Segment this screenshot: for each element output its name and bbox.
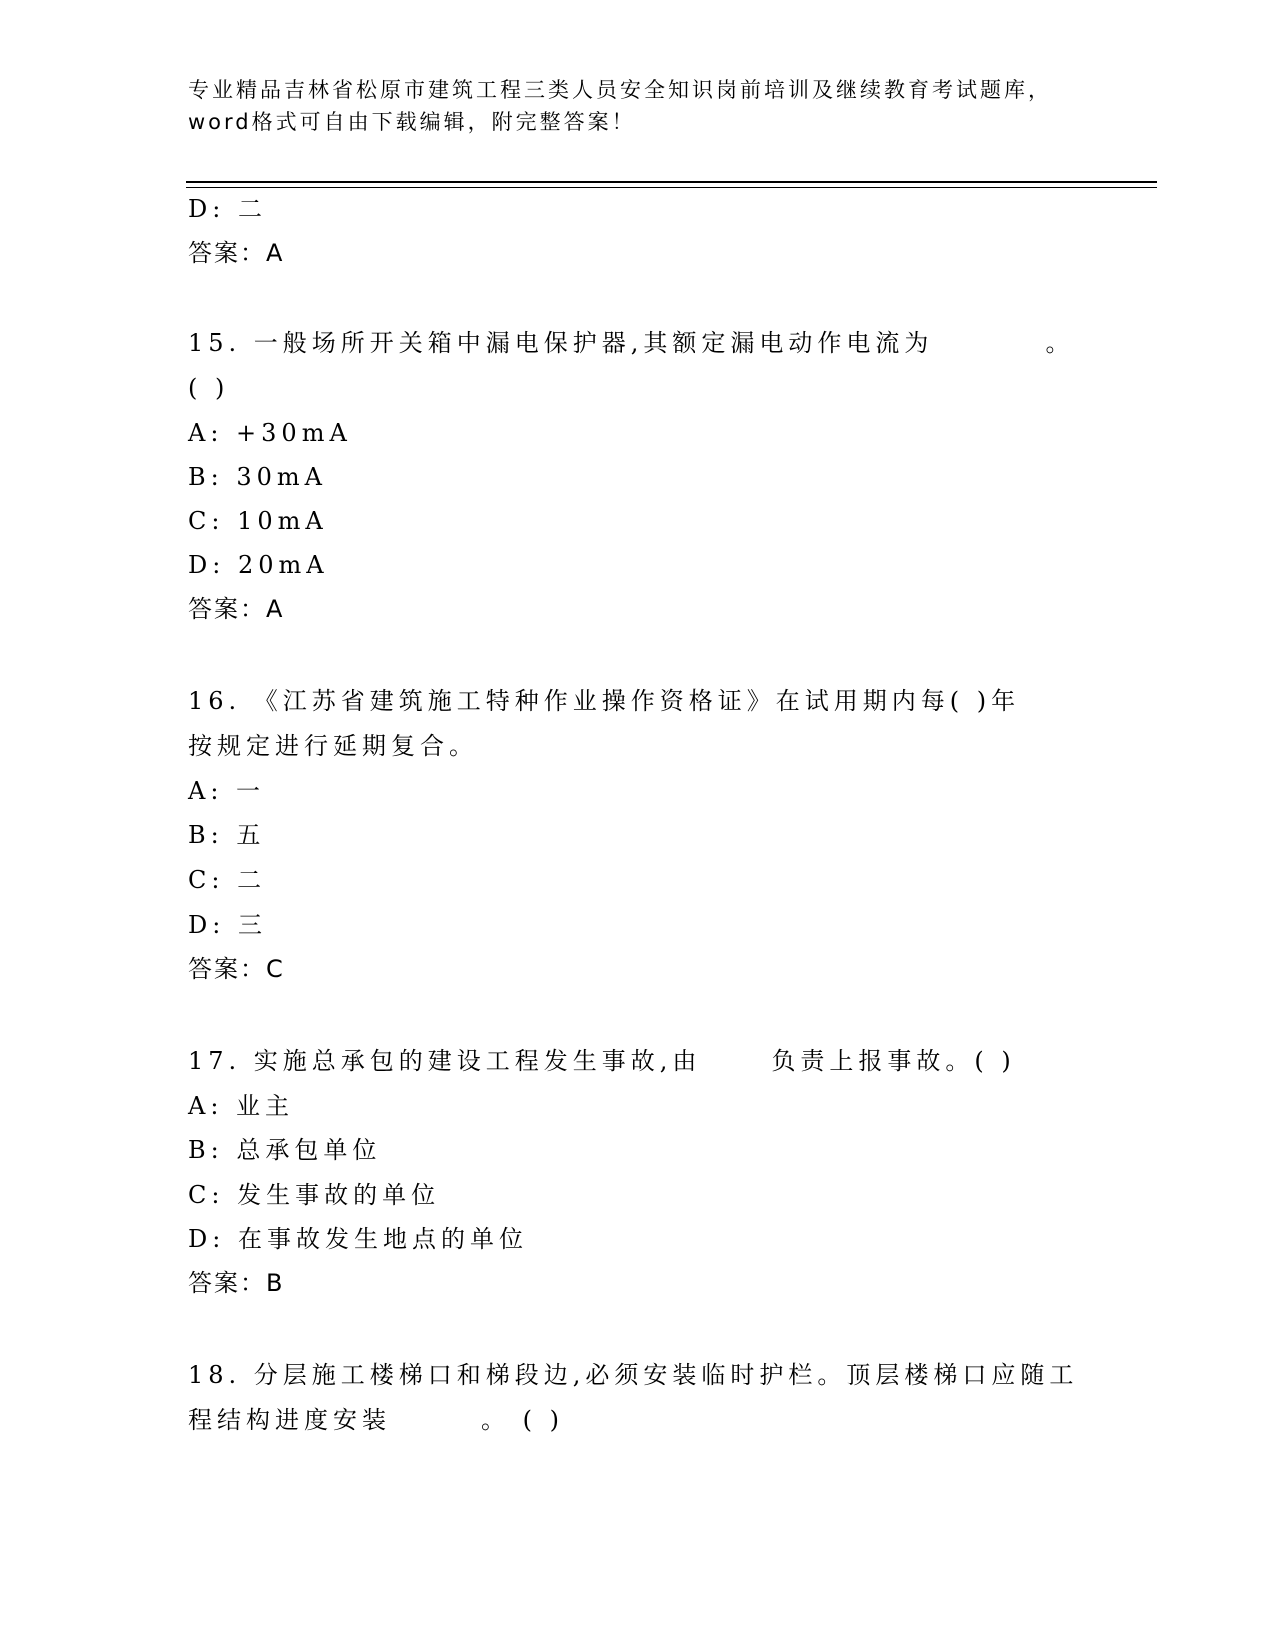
q15-option-a: A: +30mA [188,419,352,447]
q16-option-a: A: 一 [188,777,266,805]
q15-stem [188,328,1074,358]
q15-option-c: C: 10mA [188,507,328,535]
header-title-line1: 专业精品吉林省松原市建筑工程三类人员安全知识岗前培训及继续教育考试题库， [188,78,1052,102]
q18-stem-end: 。 ( ) [481,1406,564,1434]
q17-stem-end: 负责上报事故。( ) [771,1047,1016,1075]
q18-stem-text: 程结构进度安装 [188,1406,391,1434]
q17-option-a: A: 业主 [188,1092,295,1120]
q17-stem-text: 17. 实施总承包的建设工程发生事故,由 [188,1047,702,1075]
q15-stem-text: 15. 一般场所开关箱中漏电保护器,其额定漏电动作电流为 [188,329,934,357]
header-divider-thin [186,187,1157,188]
q17-option-c: C: 发生事故的单位 [188,1181,441,1209]
q16-answer: 答案：C [188,955,285,983]
q18-stem-line1: 18. 分层施工楼梯口和梯段边,必须安装临时护栏。顶层楼梯口应随工 [188,1361,1079,1389]
q17-option-b: B: 总承包单位 [188,1136,382,1164]
q15-paren: ( ) [188,374,230,402]
q15-option-b: B: 30mA [188,463,327,491]
q17-stem [188,1046,1016,1076]
q15-stem-end: 。 [1045,329,1075,357]
prev-answer: 答案：A [188,239,285,267]
q16-stem-line1: 16. 《江苏省建筑施工特种作业操作资格证》在试用期内每( )年 [188,687,1021,715]
header-title-line2: word格式可自由下载编辑，附完整答案！ [188,110,636,134]
q16-option-d: D: 三 [188,911,267,939]
q16-option-c: C: 二 [188,866,267,894]
document-header [188,74,1088,138]
header-divider-thick [186,181,1157,183]
q17-option-d: D: 在事故发生地点的单位 [188,1225,528,1253]
q15-answer: 答案：A [188,595,285,623]
q16-option-b: B: 五 [188,821,266,849]
q17-answer: 答案：B [188,1269,285,1297]
prev-option-d: D: 二 [188,195,267,223]
q16-stem-line2: 按规定进行延期复合。 [188,732,478,760]
q18-stem-line2 [188,1405,564,1435]
q15-option-d: D: 20mA [188,551,329,579]
